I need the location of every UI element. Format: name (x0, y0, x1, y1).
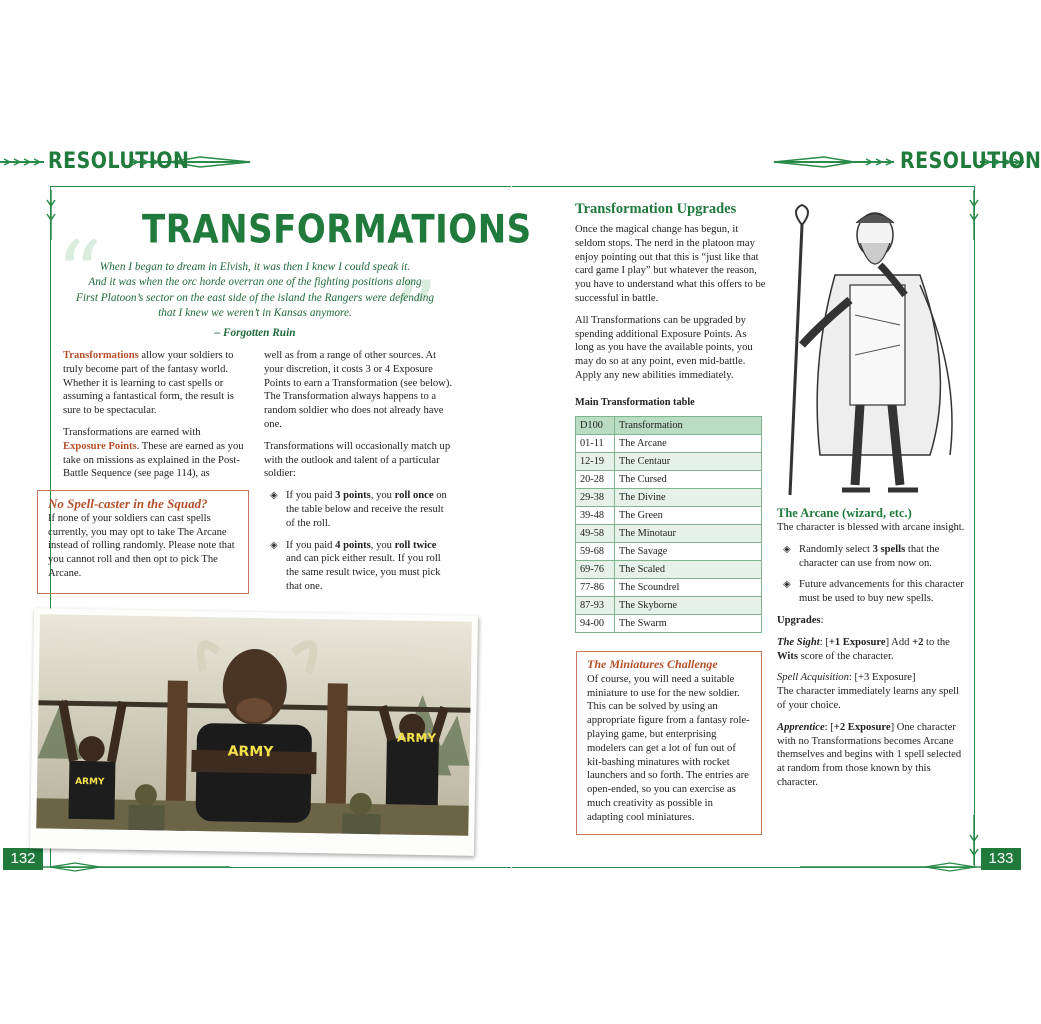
table-header-cell: Transformation (615, 417, 762, 435)
paragraph (63, 426, 245, 481)
army-shirt-text-right: ARMY (396, 730, 437, 746)
dice-range-cell: 77-86 (576, 579, 615, 597)
header-title-right: RESOLUTION (900, 148, 1041, 174)
transformation-cell: The Green (615, 507, 762, 525)
table-row (576, 615, 762, 633)
transformation-cell: The Cursed (615, 471, 762, 489)
sidebar-title: No Spell-caster in the Squad? (48, 496, 208, 511)
paragraph: Once the magical change has begun, it seldom stops. The nerd in the platoon may enjoy pointing out that this is “just like that card game I play” but whatever the reason, you have to understand what this offers to be successful in battle. (575, 224, 766, 304)
transformation-cell: The Minotaur (615, 525, 762, 543)
sidebar-body: If none of your soldiers can cast spells currently, you may opt to take The Arcane instead of rolling randomly. Please note that you cannot roll and then opt to pick The Arcane. (48, 512, 235, 579)
transformation-cell: The Scaled (615, 561, 762, 579)
arcane-column (777, 521, 967, 798)
dice-range-cell: 12-19 (576, 453, 615, 471)
left-column-1 (63, 349, 245, 489)
list-item: ◈ If you paid 3 points, you roll once on the table below and receive the result of the roll. (270, 490, 447, 529)
paragraph (63, 349, 245, 418)
page-number-right: 133 (981, 848, 1021, 870)
upgrades-heading: Transformation Upgrades (575, 201, 737, 217)
arcane-abilities-list (777, 543, 967, 606)
upgrade-sight: The Sight: [+1 Exposure] Add +2 to the Wits score of the character. (777, 636, 950, 662)
diamond-bullet-icon: ◈ (270, 490, 278, 502)
paragraph: The character is blessed with arcane insight. (777, 522, 965, 533)
transformation-table (575, 416, 762, 633)
transformation-cell: The Centaur (615, 453, 762, 471)
table-row (576, 489, 762, 507)
quote-line: And it was when the orc horde overran one of the fighting positions along (88, 276, 422, 289)
transformation-cell: The Arcane (615, 435, 762, 453)
list-item: ◈ If you paid 4 points, you roll twice and can pick either result. If you roll the same result twice, you must pick that one. (270, 539, 441, 592)
transformation-cell: The Scoundrel (615, 579, 762, 597)
dice-range-cell: 49-58 (576, 525, 615, 543)
left-column-2 (264, 349, 452, 602)
list-item: ◈ Future advancements for this character must be used to buy new spells. (783, 579, 964, 605)
upgrades-label: Upgrades: (777, 614, 824, 626)
quote-attribution: – Forgotten Ruin (214, 327, 296, 340)
table-row (576, 597, 762, 615)
right-side-ornament (967, 190, 981, 240)
sidebar-body: Of course, you will need a suitable miniature to use for the new soldier. This can be solved by using an appropriate figure from a fantasy role-playing game, but enterprising modelers can get a lot of fun out of kit-bashing minatures with rocket launchers and so forth. The entries are open-ended, so you can exercise as much creativity as possible in adapting cool miniatures. (587, 673, 750, 823)
keyword-exposure-points: Exposure Points (63, 440, 137, 452)
minotaur-soldier-illustration (30, 608, 478, 856)
header-title-left: RESOLUTION (48, 148, 190, 174)
no-spellcaster-sidebar (37, 490, 249, 594)
keyword-transformations: Transformations (63, 350, 139, 361)
paragraph-text: Transformations are earned with (63, 426, 201, 438)
army-shirt-text-left: ARMY (75, 776, 105, 788)
dice-range-cell: 69-76 (576, 561, 615, 579)
open-quote-icon: “ (56, 222, 103, 327)
epigraph-quote (70, 260, 440, 341)
table-title: Main Transformation table (575, 397, 695, 408)
right-column-1 (575, 223, 767, 391)
diamond-bullet-icon: ◈ (783, 543, 791, 555)
close-quote-icon: ” (392, 262, 439, 367)
footer-ornament (0, 858, 1024, 876)
table-row (576, 525, 762, 543)
paragraph: well as from a range of other sources. At your discretion, it costs 3 or 4 Exposure Points to earn a Transformation (see below). The Transformation always happens to a random soldier who does not already have one. (264, 350, 453, 430)
paragraph-text: . These are earned as you take on missions as explained in the Post-Battle Sequence (see page 114), as (63, 440, 244, 480)
table-row (576, 471, 762, 489)
upgrade-spell-acquisition: Spell Acquisition: [+3 Exposure] The character immediately learns any spell of your choice. (777, 672, 960, 711)
quote-line: that I knew we weren’t in Kansas anymore. (158, 306, 352, 319)
table-row (576, 453, 762, 471)
diamond-bullet-icon: ◈ (783, 579, 791, 591)
diamond-bullet-icon: ◈ (270, 539, 278, 551)
transformation-cell: The Divine (615, 489, 762, 507)
roll-options-list (264, 489, 452, 594)
transformation-cell: The Swarm (615, 615, 762, 633)
army-shirt-text-center: ARMY (227, 743, 274, 761)
upgrade-apprentice: Apprentice: [+2 Exposure] One character with no Transformations becomes Arcane themselves and begins with 1 spell selected at random from those known by this character. (777, 721, 962, 788)
quote-line: First Platoon’s sector on the east side of the island the Rangers were defending (75, 291, 434, 304)
dice-range-cell: 59-68 (576, 543, 615, 561)
arcane-heading: The Arcane (wizard, etc.) (777, 506, 912, 520)
dice-range-cell: 87-93 (576, 597, 615, 615)
table-row (576, 579, 762, 597)
paragraph: Transformations will occasionally match up with the outlook and talent of a particular soldier: (264, 440, 451, 480)
dice-range-cell: 20-28 (576, 471, 615, 489)
dice-range-cell: 29-38 (576, 489, 615, 507)
page-title: TRANSFORMATIONS (142, 207, 532, 253)
dice-range-cell: 94-00 (576, 615, 615, 633)
table-header-cell: D100 (576, 417, 615, 435)
table-row (576, 561, 762, 579)
table-row (576, 507, 762, 525)
quote-line: When I began to dream in Elvish, it was then I knew I could speak it. (99, 261, 411, 273)
table-row (576, 543, 762, 561)
paragraph-text: allow your soldiers to truly become part of the fantasy world. Whether it is learning to cast spells or assuming a fantastical form, the result is sure to be spectacular. (63, 350, 234, 417)
list-item: ◈ Randomly select 3 spells that the character can use from now on. (783, 543, 940, 569)
transformation-cell: The Savage (615, 543, 762, 561)
paragraph: All Transformations can be upgraded by spending additional Exposure Points. As long as you have the available points, you may do so at any point, even mid-battle. Apply any new abilities immediately. (575, 314, 753, 381)
wizard-illustration (780, 205, 965, 500)
transformation-cell: The Skyborne (615, 597, 762, 615)
dice-range-cell: 39-48 (576, 507, 615, 525)
page-number-left: 132 (3, 848, 43, 870)
table-row (576, 435, 762, 453)
sidebar-title: The Miniatures Challenge (587, 657, 718, 671)
dice-range-cell: 01-11 (576, 435, 615, 453)
miniatures-challenge-sidebar (576, 651, 762, 835)
table-header-row (576, 417, 762, 435)
